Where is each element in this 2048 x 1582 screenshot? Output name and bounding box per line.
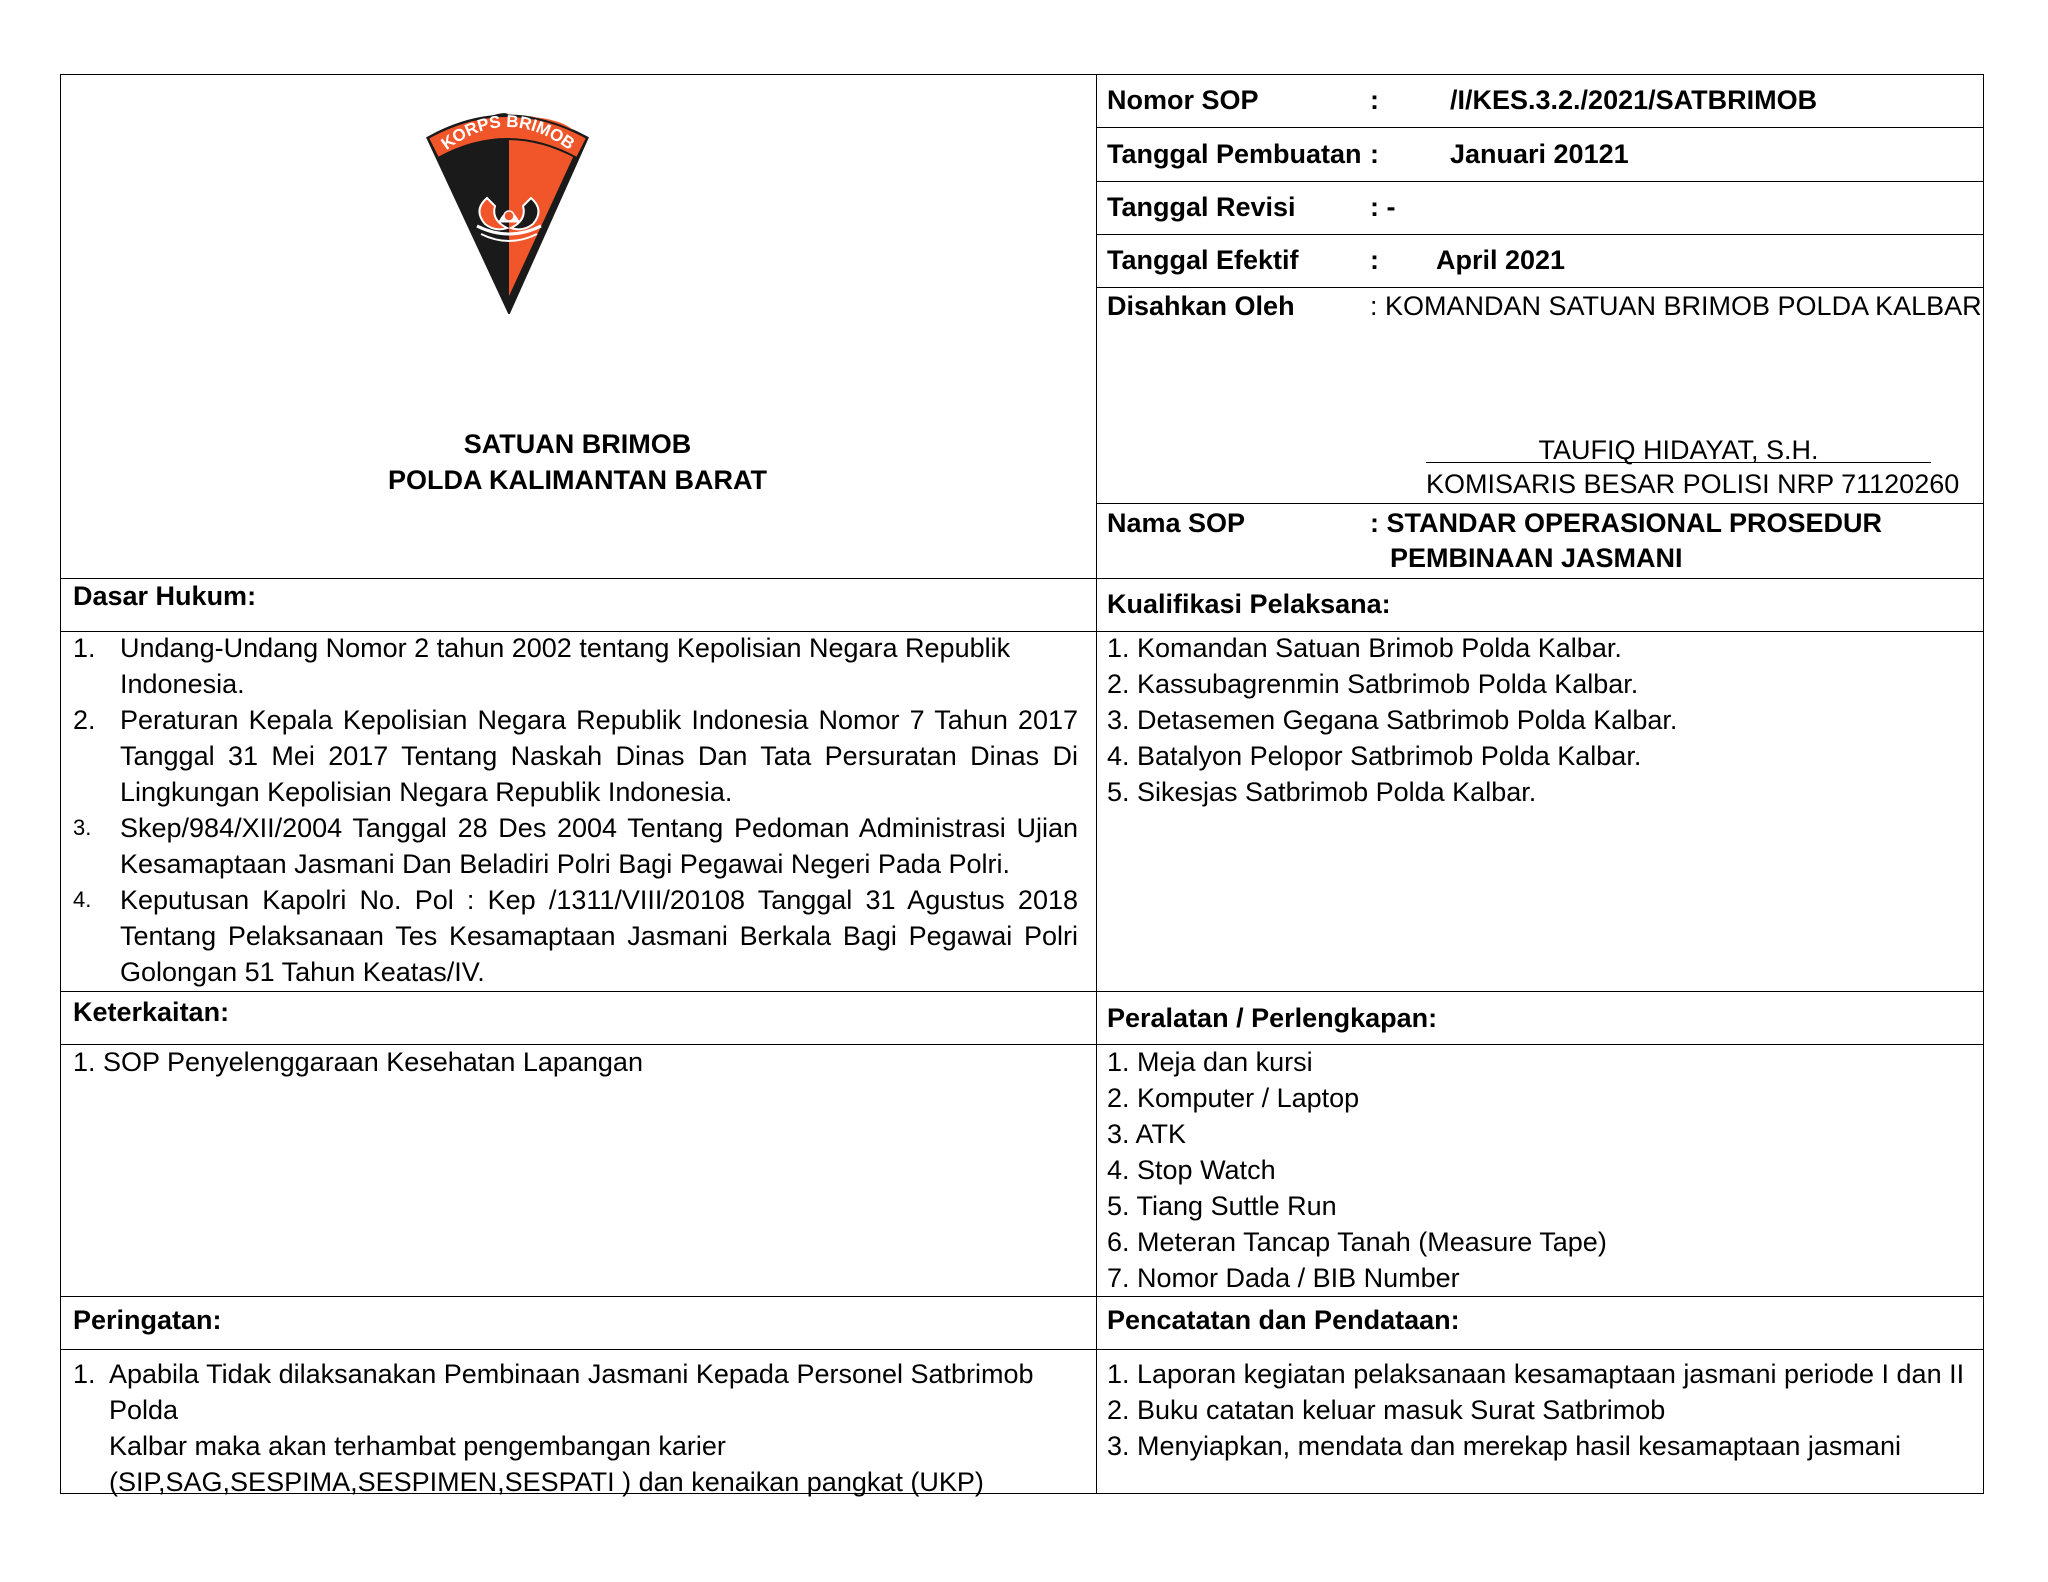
list-line: Peraturan Kepala Kepolisian Negara Republik Indonesia Nomor 7 Tahun 2017 (120, 705, 1078, 735)
row-divider (61, 991, 1983, 992)
list-line: Tanggal 31 Mei 2017 Tentang Naskah Dinas Dan Tata Persuratan Dinas Di (120, 741, 1078, 771)
list-line: Apabila Tidak dilaksanakan Pembinaan Jasmani Kepada Personel Satbrimob Polda (109, 1359, 1034, 1425)
list-line: Lingkungan Kepolisian Negara Republik Indonesia. (120, 777, 733, 807)
tanggal-revisi-label: Tanggal Revisi (1107, 192, 1296, 222)
list-number: 2. (73, 705, 96, 735)
list-item: 3. Detasemen Gegana Satbrimob Polda Kalbar. (1107, 705, 1678, 735)
nomor-sop-separator: : (1370, 85, 1379, 115)
list-item: 6. Meteran Tancap Tanah (Measure Tape) (1107, 1227, 1607, 1257)
korps-brimob-logo (425, 106, 590, 314)
list-item: 4. Batalyon Pelopor Satbrimob Polda Kalbar. (1107, 741, 1642, 771)
list-line: Indonesia. (120, 669, 245, 699)
list-line: Golongan 51 Tahun Keatas/IV. (120, 957, 485, 987)
list-number: 4. (73, 887, 92, 912)
signer-rank: KOMISARIS BESAR POLISI NRP 71120260 (1426, 469, 1960, 499)
nama-sop-value-line1: : STANDAR OPERASIONAL PROSEDUR (1370, 508, 1883, 538)
tanggal-revisi-value: : - (1370, 192, 1396, 222)
list-item: 1. Laporan kegiatan pelaksanaan kesamaptaan jasmani periode I dan II (1107, 1359, 1965, 1389)
nama-sop-value-line2: PEMBINAAN JASMANI (1390, 543, 1683, 573)
tanggal-pembuatan-separator: : (1370, 139, 1379, 169)
list-item: 4. Stop Watch (1107, 1155, 1276, 1185)
list-line: (SIP,SAG,SESPIMA,SESPIMEN,SESPATI ) dan kenaikan pangkat (UKP) (109, 1467, 984, 1497)
nomor-sop-value: /I/KES.3.2./2021/SATBRIMOB (1450, 85, 1818, 115)
row-divider (61, 1349, 1983, 1350)
disahkan-oleh-label: Disahkan Oleh (1107, 291, 1295, 321)
list-item: 5. Sikesjas Satbrimob Polda Kalbar. (1107, 777, 1537, 807)
list-item: 2. Komputer / Laptop (1107, 1083, 1360, 1113)
org-name-line1: SATUAN BRIMOB (463, 429, 692, 459)
tanggal-efektif-value: April 2021 (1436, 245, 1566, 275)
tanggal-efektif-label: Tanggal Efektif (1107, 245, 1299, 275)
tanggal-efektif-separator: : (1370, 245, 1379, 275)
row-divider (1096, 503, 1983, 504)
list-number: 3. (73, 815, 92, 840)
list-line: Keputusan Kapolri No. Pol : Kep /1311/VIII/20108 Tanggal 31 Agustus 2018 (120, 885, 1078, 915)
peralatan-title: Peralatan / Perlengkapan: (1107, 1003, 1438, 1033)
nomor-sop-label: Nomor SOP (1107, 85, 1259, 115)
logo-text: KORPS BRIMOB (437, 111, 579, 154)
list-item: 3. ATK (1107, 1119, 1187, 1149)
row-divider (61, 578, 1983, 579)
nama-sop-label: Nama SOP (1107, 508, 1246, 538)
list-item: 3. Menyiapkan, mendata dan merekap hasil kesamaptaan jasmani (1107, 1431, 1901, 1461)
signer-name: TAUFIQ HIDAYAT, S.H. (1538, 435, 1819, 465)
pencatatan-title: Pencatatan dan Pendataan: (1107, 1305, 1460, 1335)
row-divider (1096, 181, 1983, 182)
tanggal-pembuatan-label: Tanggal Pembuatan (1107, 139, 1362, 169)
list-line: Skep/984/XII/2004 Tanggal 28 Des 2004 Tentang Pedoman Administrasi Ujian (120, 813, 1078, 843)
list-line: Kalbar maka akan terhambat pengembangan karier (109, 1431, 726, 1461)
list-item: 2. Buku catatan keluar masuk Surat Satbrimob (1107, 1395, 1666, 1425)
kualifikasi-title: Kualifikasi Pelaksana: (1107, 589, 1391, 619)
list-item: 5. Tiang Suttle Run (1107, 1191, 1337, 1221)
org-name-line2: POLDA KALIMANTAN BARAT (388, 465, 767, 495)
list-item: 1. Komandan Satuan Brimob Polda Kalbar. (1107, 633, 1622, 663)
list-number: 1. (73, 633, 96, 663)
list-line: Kesamaptaan Jasmani Dan Beladiri Polri Bagi Pegawai Negeri Pada Polri. (120, 849, 1010, 879)
list-item: 1. SOP Penyelenggaraan Kesehatan Lapangan (73, 1047, 643, 1077)
keterkaitan-title: Keterkaitan: (73, 997, 230, 1027)
list-item: 2. Kassubagrenmin Satbrimob Polda Kalbar. (1107, 669, 1639, 699)
row-divider (1096, 234, 1983, 235)
list-number: 1. (73, 1359, 96, 1389)
row-divider (61, 1296, 1983, 1297)
list-item: 7. Nomor Dada / BIB Number (1107, 1263, 1460, 1293)
disahkan-oleh-value: : KOMANDAN SATUAN BRIMOB POLDA KALBAR (1370, 291, 1982, 321)
peringatan-title: Peringatan: (73, 1305, 222, 1335)
list-line: Undang-Undang Nomor 2 tahun 2002 tentang Kepolisian Negara Republik (120, 633, 1011, 663)
tanggal-pembuatan-value: Januari 20121 (1450, 139, 1629, 169)
row-divider (1096, 127, 1983, 128)
dasar-hukum-title: Dasar Hukum: (73, 581, 257, 611)
list-line: Tentang Pelaksanaan Tes Kesamaptaan Jasmani Berkala Bagi Pegawai Polri (120, 921, 1078, 951)
list-item: 1. Meja dan kursi (1107, 1047, 1313, 1077)
